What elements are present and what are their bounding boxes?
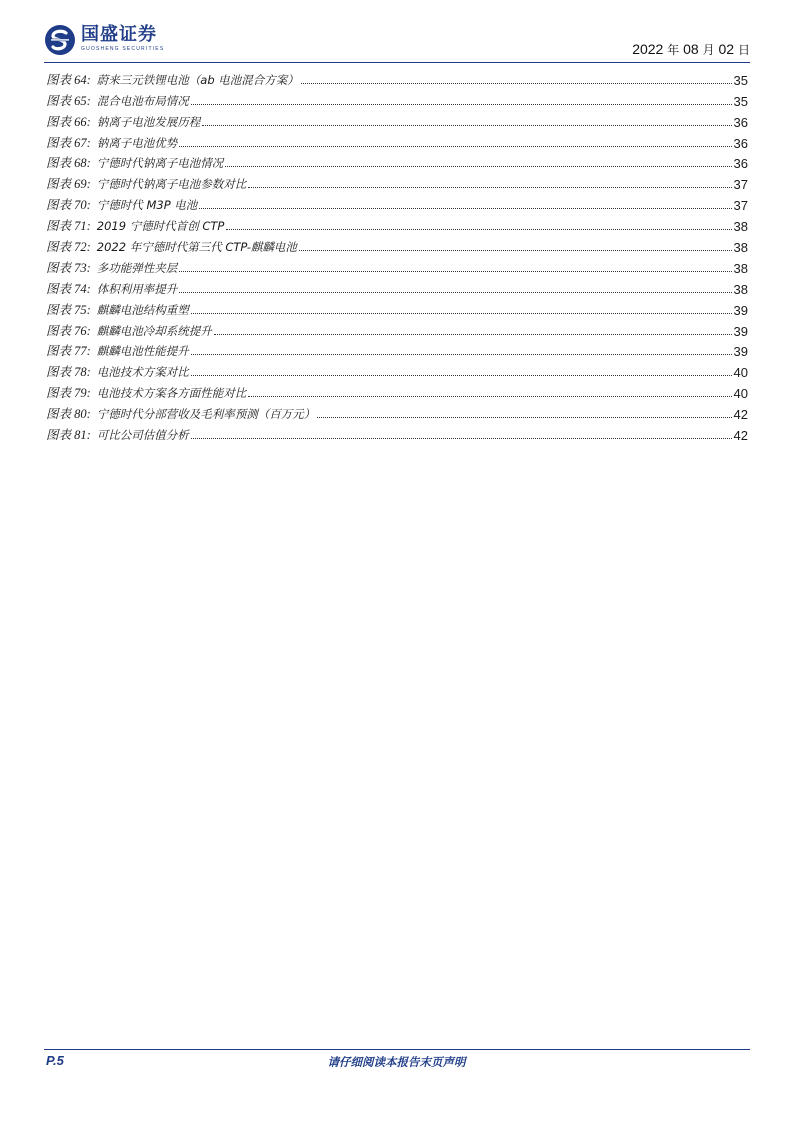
toc-dot-leader <box>179 271 731 272</box>
toc-entry[interactable] <box>46 67 748 88</box>
toc-entry-page: 37 <box>733 198 748 214</box>
toc-entry-page: 39 <box>733 344 748 360</box>
toc-entry-page: 42 <box>733 407 748 423</box>
toc-entry-page: 42 <box>733 428 748 444</box>
toc-dot-leader <box>225 166 731 167</box>
toc-entry-page: 35 <box>733 72 748 88</box>
toc-entry-page: 40 <box>733 365 748 381</box>
toc-dot-leader <box>317 417 731 418</box>
date-year: 2022 <box>632 41 664 57</box>
toc-entry-title: 宁德时代钠离子电池情况 <box>96 156 224 171</box>
toc-entry-page: 36 <box>733 135 748 151</box>
toc-entry-label: 图表 75: <box>46 302 91 317</box>
toc-entry-page: 38 <box>733 240 748 256</box>
toc-entry-label: 图表 74: <box>46 281 91 296</box>
brand-name-en: GUOSHENG SECURITIES <box>81 46 165 52</box>
toc-entry-page: 38 <box>733 281 748 297</box>
toc-entry-title: 钠离子电池优势 <box>96 135 178 150</box>
toc-entry-title: 2022 年宁德时代第三代 CTP-麒麟电池 <box>96 240 297 255</box>
toc-dot-leader <box>301 83 732 84</box>
report-date <box>632 41 750 58</box>
toc-entry-label: 图表 78: <box>46 365 91 380</box>
toc-entry[interactable] <box>46 109 748 130</box>
toc-entry-page: 38 <box>733 219 748 235</box>
figure-index-list <box>46 67 748 443</box>
toc-entry-title: 麒麟电池结构重塑 <box>96 302 189 317</box>
toc-entry[interactable] <box>46 151 748 172</box>
toc-entry-label: 图表 81: <box>46 428 91 443</box>
toc-entry[interactable] <box>46 234 748 255</box>
toc-entry-label: 图表 65: <box>46 93 91 108</box>
toc-entry-title: 麒麟电池性能提升 <box>96 344 189 359</box>
toc-entry[interactable] <box>46 318 748 339</box>
toc-entry-title: 钠离子电池发展历程 <box>96 114 201 129</box>
toc-entry[interactable] <box>46 213 748 234</box>
guosheng-logo-icon <box>44 24 76 56</box>
toc-entry-label: 图表 64: <box>46 72 91 87</box>
toc-entry[interactable] <box>46 339 748 360</box>
toc-dot-leader <box>214 334 732 335</box>
toc-entry-label: 图表 69: <box>46 177 91 192</box>
toc-dot-leader <box>191 104 732 105</box>
toc-entry[interactable] <box>46 255 748 276</box>
toc-entry-page: 38 <box>733 260 748 276</box>
toc-entry-title: 蔚来三元铁锂电池（ab 电池混合方案） <box>96 72 299 87</box>
toc-entry-title: 麒麟电池冷却系统提升 <box>96 323 212 338</box>
toc-dot-leader <box>179 292 731 293</box>
date-day-unit: 日 <box>737 43 750 57</box>
toc-entry-label: 图表 73: <box>46 260 91 275</box>
toc-entry[interactable] <box>46 130 748 151</box>
header-divider <box>44 62 750 63</box>
toc-dot-leader <box>191 375 732 376</box>
toc-entry-title: 2019 宁德时代首创 CTP <box>96 219 225 234</box>
toc-entry[interactable] <box>46 297 748 318</box>
toc-dot-leader <box>191 438 732 439</box>
date-month: 08 <box>683 41 699 57</box>
toc-entry-label: 图表 71: <box>46 219 91 234</box>
toc-entry[interactable] <box>46 380 748 401</box>
toc-entry-title: 电池技术方案各方面性能对比 <box>96 386 247 401</box>
toc-entry-page: 36 <box>733 156 748 172</box>
toc-entry[interactable] <box>46 401 748 422</box>
toc-entry-page: 39 <box>733 323 748 339</box>
footer-divider <box>44 1049 750 1050</box>
toc-dot-leader <box>202 125 731 126</box>
toc-entry[interactable] <box>46 88 748 109</box>
toc-entry[interactable] <box>46 171 748 192</box>
toc-entry-page: 36 <box>733 114 748 130</box>
toc-entry-title: 宁德时代 M3P 电池 <box>96 198 198 213</box>
toc-entry-label: 图表 66: <box>46 114 91 129</box>
toc-entry-title: 宁德时代钠离子电池参数对比 <box>96 177 247 192</box>
toc-entry-label: 图表 70: <box>46 198 91 213</box>
toc-entry-label: 图表 76: <box>46 323 91 338</box>
page-number: P.5 <box>46 1053 64 1068</box>
toc-dot-leader <box>191 313 732 314</box>
toc-entry-label: 图表 72: <box>46 240 91 255</box>
toc-entry[interactable] <box>46 359 748 380</box>
toc-entry-label: 图表 67: <box>46 135 91 150</box>
toc-entry-title: 电池技术方案对比 <box>96 365 189 380</box>
toc-dot-leader <box>299 250 732 251</box>
toc-entry-page: 39 <box>733 302 748 318</box>
toc-entry[interactable] <box>46 276 748 297</box>
toc-entry-title: 可比公司估值分析 <box>96 428 189 443</box>
toc-entry-title: 体积利用率提升 <box>96 281 178 296</box>
toc-dot-leader <box>226 229 731 230</box>
brand-logo <box>44 24 164 56</box>
toc-dot-leader <box>191 354 732 355</box>
toc-entry-page: 37 <box>733 177 748 193</box>
toc-entry-title: 宁德时代分部营收及毛利率预测（百万元） <box>96 407 316 422</box>
date-day: 02 <box>718 41 735 57</box>
toc-dot-leader <box>179 146 731 147</box>
toc-dot-leader <box>199 208 731 209</box>
toc-entry-label: 图表 68: <box>46 156 91 171</box>
toc-entry-title: 多功能弹性夹层 <box>96 260 178 275</box>
brand-name-cn: 国盛证券 <box>81 24 157 45</box>
toc-entry[interactable] <box>46 192 748 213</box>
toc-entry-title: 混合电池布局情况 <box>96 93 189 108</box>
toc-dot-leader <box>248 187 731 188</box>
date-year-unit: 年 <box>667 43 680 57</box>
date-month-unit: 月 <box>702 43 715 57</box>
toc-entry-label: 图表 80: <box>46 407 91 422</box>
toc-entry-page: 40 <box>733 386 748 402</box>
toc-entry[interactable] <box>46 422 748 443</box>
toc-entry-label: 图表 79: <box>46 386 91 401</box>
toc-entry-page: 35 <box>733 93 748 109</box>
footer-disclaimer: 请仔细阅读本报告末页声明 <box>327 1055 466 1069</box>
toc-dot-leader <box>248 396 731 397</box>
toc-entry-label: 图表 77: <box>46 344 91 359</box>
